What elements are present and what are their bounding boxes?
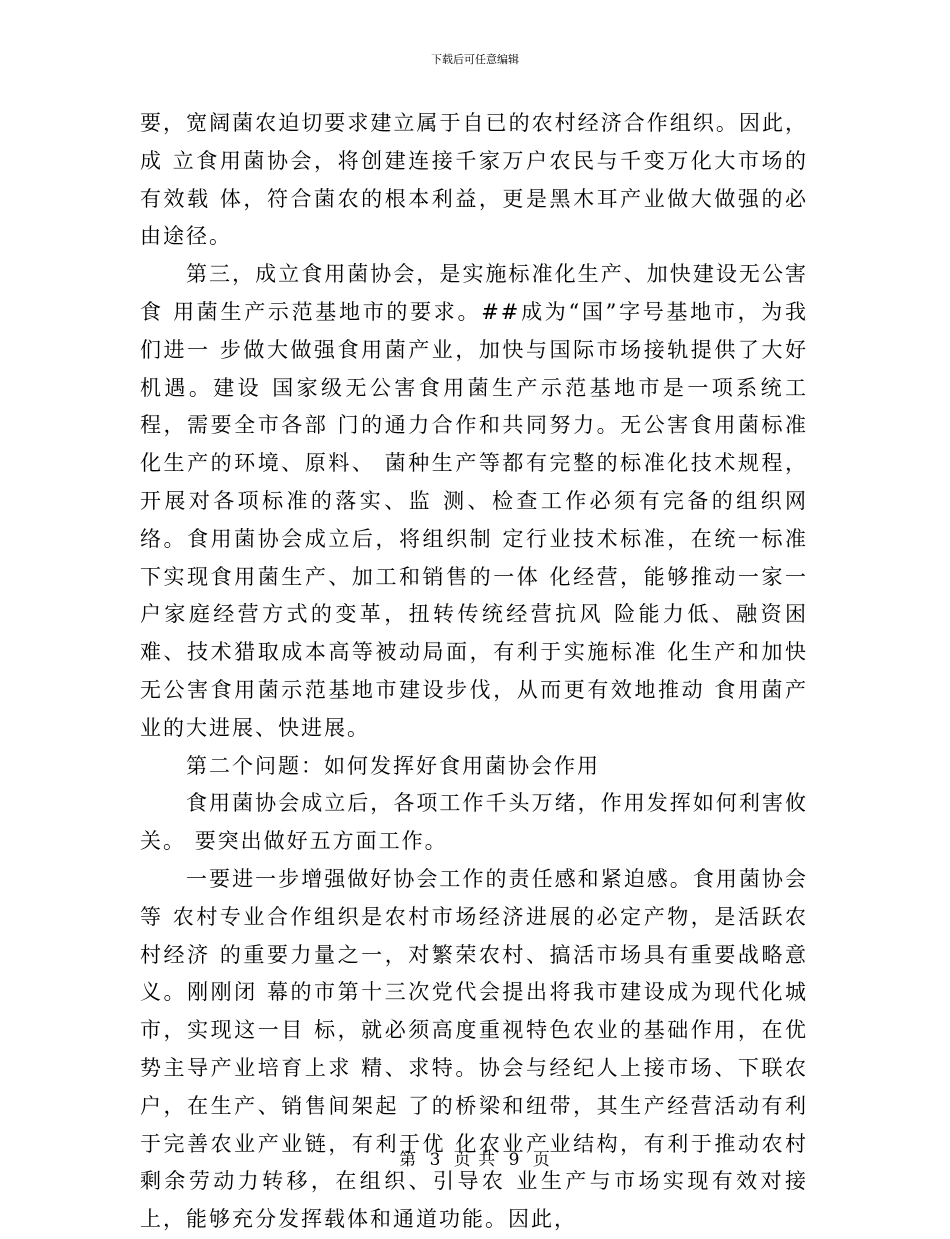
section-heading — [140, 748, 808, 786]
text-line: 业生产与市场实现有效对接上，能够充分发挥载体和通道功能。因此， — [140, 1169, 809, 1232]
document-body — [140, 105, 808, 1239]
text-line: 一要进一步增强做好协会工作的责任感和紧迫感。食用菌协会等 — [140, 866, 808, 929]
text-line: 险能力低、融资困难、技术猎取成本高等被动局面，有利于实施标准 — [140, 602, 809, 665]
paragraph-4 — [140, 861, 808, 1239]
footer-middle: 页 共 — [453, 1150, 497, 1170]
text-line: 精、求特。协会与经纪人上接市场、下联农户，在生产、销售间架起 — [140, 1055, 808, 1118]
text-line: 食用菌协会成立后，各项工作千头万绪，作用发挥如何利害攸关。 — [140, 791, 808, 854]
paragraph-3 — [140, 785, 808, 861]
text-line: 化经营，能够推动一家一户家庭经营方式的变革，扭转传统经营抗风 — [140, 564, 808, 627]
page-footer — [0, 1149, 950, 1171]
text-line: 了的桥梁和纽带，其生产经营活动有利于完善农业产业链，有利于优 — [140, 1093, 808, 1156]
paragraph-1 — [140, 105, 808, 256]
text-line: 食用菌产业的大进展、快进展。 — [140, 677, 808, 740]
paragraph-2 — [140, 256, 808, 747]
text-line: 第二个问题：如何发挥好食用菌协会作用 — [186, 753, 600, 778]
text-line: 国家级无公害食用菌生产示范基地市是一项系统工程，需要全市各部 — [140, 375, 809, 438]
text-line: 化农业产业结构，有利于推动农村剩余劳动力转移，在组织、引导农 — [140, 1131, 808, 1194]
text-line: 化生产和加快无公害食用菌示范基地市建设步伐，从而更有效地推动 — [140, 640, 808, 702]
text-line: 第三，成立食用菌协会，是实施标准化生产、加快建设无公害食 — [140, 262, 808, 324]
footer-prefix: 第 — [399, 1150, 418, 1170]
text-line: 立食用菌协会，将创建连接千家万户农民与千变万化大市场的有效载 — [140, 148, 808, 211]
text-line: 测、检查工作必须有完备的组织网络。食用菌协会成立后，将组织制 — [140, 488, 809, 551]
text-line: 的重要力量之一，对繁荣农村、搞活市场具有重要战略意义。刚刚闭 — [140, 942, 808, 1005]
text-line: 幕的市第十三次党代会提出将我市建设成为现代化城市，实现这一目 — [140, 980, 808, 1043]
text-line: 农村专业合作组织是农村市场经济进展的必定产物，是活跃农村经济 — [140, 904, 808, 967]
text-line: 用菌生产示范基地市的要求。##成为“国”字号基地市，为我们进一 — [140, 299, 808, 362]
text-line: 要突出做好五方面工作。 — [194, 829, 448, 854]
footer-suffix: 页 — [532, 1150, 551, 1170]
text-line: 菌种生产等都有完整的标准化技术规程，开展对各项标准的落实、监 — [140, 451, 808, 513]
text-line: 定行业技术标准，在统一标准下实现食用菌生产、加工和销售的一体 — [140, 526, 808, 589]
text-line: 要，宽阔菌农迫切要求建立属于自已的农村经济合作组织。因此，成 — [140, 111, 808, 173]
footer-page-number: 3 — [429, 1150, 442, 1170]
text-line: 门的通力合作和共同努力。无公害食用菌标准化生产的环境、原料、 — [140, 413, 808, 476]
text-line: 体，符合菌农的根本利益，更是黑木耳产业做大做强的必由途径。 — [140, 186, 808, 249]
footer-total-pages: 9 — [508, 1150, 521, 1170]
text-line: 步做大做强食用菌产业，加快与国际市场接轨提供了大好机遇。建设 — [140, 337, 808, 400]
page-header: 下载后可任意编辑 — [431, 53, 519, 66]
text-line: 标，就必须高度重视特色农业的基础作用，在优势主导产业培育上求 — [140, 1018, 808, 1080]
